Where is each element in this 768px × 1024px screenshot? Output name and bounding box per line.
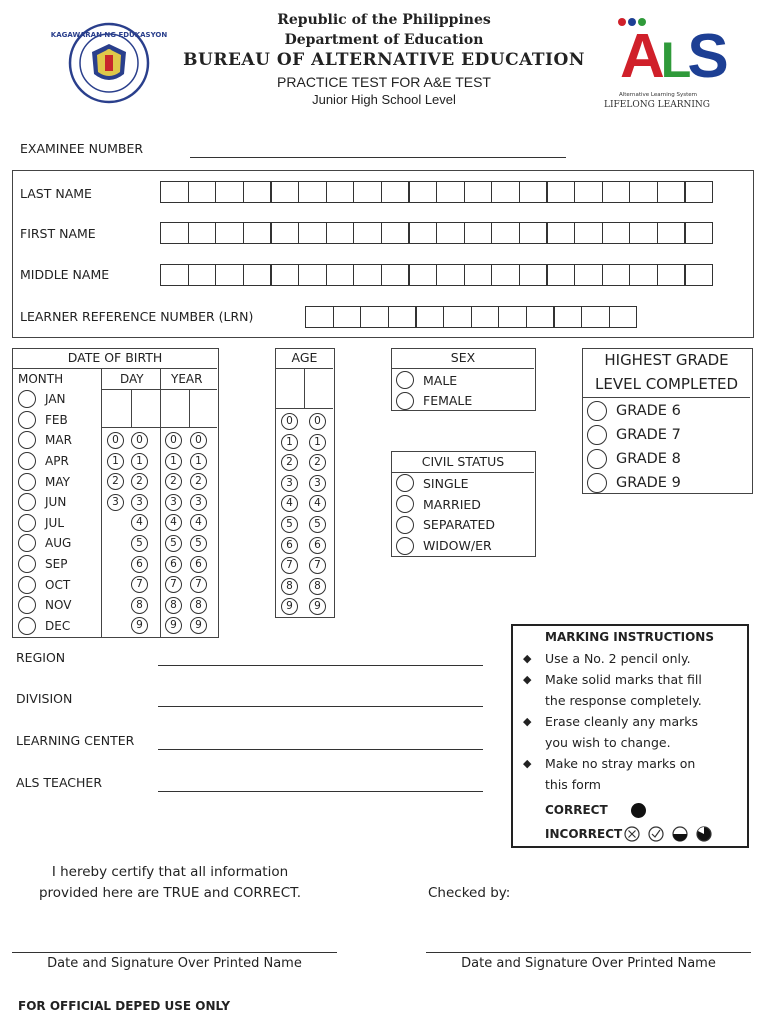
- option-bubble-icon[interactable]: [18, 390, 36, 408]
- bureau-heading: BUREAU OF ALTERNATIVE EDUCATION: [183, 50, 585, 70]
- digit-bubble[interactable]: 9: [190, 617, 207, 634]
- option-label: GRADE 7: [616, 427, 681, 443]
- age-title: AGE: [291, 350, 318, 365]
- digit-bubble[interactable]: 1: [190, 453, 207, 470]
- digit-bubble[interactable]: 1: [309, 434, 326, 451]
- digit-bubble[interactable]: 7: [309, 557, 326, 574]
- letter-box[interactable]: [326, 264, 355, 286]
- option-row[interactable]: [587, 447, 681, 471]
- digit-bubble[interactable]: 1: [165, 453, 182, 470]
- digit-bubble[interactable]: 4: [131, 514, 148, 531]
- option-label: WIDOW/ER: [423, 538, 492, 554]
- digit-bubble[interactable]: 6: [309, 537, 326, 554]
- lrn-label: LEARNER REFERENCE NUMBER (LRN): [20, 309, 254, 324]
- letter-box[interactable]: [298, 181, 327, 203]
- digit-bubble[interactable]: 7: [165, 576, 182, 593]
- letter-box[interactable]: [408, 181, 437, 203]
- digit-bubble[interactable]: 2: [131, 473, 148, 490]
- option-row[interactable]: [396, 473, 495, 494]
- month-label: MAR: [45, 433, 72, 448]
- region-label: REGION: [16, 650, 66, 665]
- digit-bubble[interactable]: 2: [309, 454, 326, 471]
- letter-box[interactable]: [546, 222, 575, 244]
- digit-bubble[interactable]: 4: [281, 495, 298, 512]
- letter-box[interactable]: [574, 181, 603, 203]
- letter-box[interactable]: [436, 264, 465, 286]
- letter-box[interactable]: [415, 306, 444, 328]
- digit-bubble[interactable]: 8: [165, 597, 182, 614]
- option-row[interactable]: [587, 423, 681, 447]
- bullet-icon: ◆: [523, 652, 532, 665]
- correct-label: CORRECT: [545, 803, 608, 817]
- option-label: GRADE 9: [616, 475, 681, 491]
- option-bubble-icon[interactable]: [18, 431, 36, 449]
- option-label: SEPARATED: [423, 517, 496, 533]
- marking-instructions-box: [511, 624, 749, 848]
- signature-caption-left: Date and Signature Over Printed Name: [47, 956, 302, 971]
- checked-by-label: Checked by:: [428, 885, 511, 901]
- dob-title: DATE OF BIRTH: [67, 350, 163, 365]
- bullet-icon: ◆: [523, 673, 532, 686]
- month-label: JUL: [45, 515, 65, 530]
- digit-bubble[interactable]: 3: [309, 475, 326, 492]
- letter-box[interactable]: [491, 222, 520, 244]
- examinee-number-label: EXAMINEE NUMBER: [20, 141, 144, 156]
- digit-bubble[interactable]: 0: [281, 413, 298, 430]
- als-logo: [598, 16, 725, 112]
- digit-bubble[interactable]: 6: [165, 556, 182, 573]
- als-teacher-line[interactable]: [158, 791, 483, 792]
- signature-line-right[interactable]: [426, 952, 751, 953]
- option-bubble-icon[interactable]: [18, 596, 36, 614]
- bullet-icon: ◆: [523, 715, 532, 728]
- learning-center-line[interactable]: [158, 749, 483, 750]
- option-label: GRADE 6: [616, 403, 681, 419]
- letter-box[interactable]: [602, 264, 631, 286]
- option-row[interactable]: [396, 515, 495, 536]
- letter-box[interactable]: [436, 222, 465, 244]
- letter-box[interactable]: [464, 181, 493, 203]
- region-line[interactable]: [158, 665, 483, 666]
- digit-bubble[interactable]: 6: [131, 556, 148, 573]
- instruction-text: this form: [545, 777, 601, 792]
- option-bubble-icon[interactable]: [587, 425, 607, 445]
- lrn-boxes[interactable]: [305, 306, 636, 328]
- sex-options: [396, 370, 472, 411]
- option-row[interactable]: [587, 471, 681, 495]
- month-option[interactable]: [18, 574, 72, 595]
- option-label: SINGLE: [423, 475, 469, 491]
- digit-bubble[interactable]: 8: [131, 597, 148, 614]
- month-label: AUG: [45, 536, 72, 551]
- letter-box[interactable]: [298, 264, 327, 286]
- letter-box[interactable]: [353, 264, 382, 286]
- digit-bubble[interactable]: 9: [309, 598, 326, 615]
- digit-bubble[interactable]: 2: [281, 454, 298, 471]
- letter-box[interactable]: [602, 181, 631, 203]
- sex-table: [391, 348, 536, 411]
- official-use-footer: FOR OFFICIAL DEPED USE ONLY: [18, 999, 231, 1013]
- digit-bubble[interactable]: 9: [165, 617, 182, 634]
- day-header: DAY: [120, 372, 144, 386]
- letter-box[interactable]: [243, 181, 272, 203]
- letter-box[interactable]: [381, 181, 410, 203]
- test-title: PRACTICE TEST FOR A&E TEST: [277, 74, 491, 90]
- age-table: [275, 348, 335, 618]
- digit-bubble[interactable]: 0: [165, 432, 182, 449]
- digit-bubble[interactable]: 6: [281, 537, 298, 554]
- option-row[interactable]: [396, 391, 472, 412]
- digit-bubble[interactable]: 6: [190, 556, 207, 573]
- letter-box[interactable]: [519, 181, 548, 203]
- letter-box[interactable]: [491, 264, 520, 286]
- als-logo-subtitle: Alternative Learning System: [618, 92, 698, 98]
- month-label: JAN: [45, 392, 66, 407]
- letter-box[interactable]: [160, 181, 189, 203]
- option-bubble-icon[interactable]: [18, 514, 36, 532]
- month-option[interactable]: [18, 471, 72, 492]
- month-option[interactable]: [18, 410, 72, 431]
- letter-box[interactable]: [629, 222, 658, 244]
- digit-bubble[interactable]: 5: [281, 516, 298, 533]
- instruction-text: Use a No. 2 pencil only.: [545, 651, 691, 666]
- option-bubble-icon[interactable]: [18, 534, 36, 552]
- grade-options: [587, 399, 681, 495]
- option-bubble-icon[interactable]: [587, 401, 607, 421]
- digit-bubble[interactable]: 0: [131, 432, 148, 449]
- digit-bubble[interactable]: 1: [131, 453, 148, 470]
- letter-box[interactable]: [160, 222, 189, 244]
- division-line[interactable]: [158, 706, 483, 707]
- check-mark-icon: [649, 827, 663, 841]
- letter-box[interactable]: [388, 306, 417, 328]
- letter-box[interactable]: [546, 264, 575, 286]
- option-label: MALE: [423, 372, 458, 388]
- letter-box[interactable]: [657, 181, 686, 203]
- digit-bubble[interactable]: 5: [131, 535, 148, 552]
- digit-bubble[interactable]: 4: [190, 514, 207, 531]
- letter-box[interactable]: [326, 222, 355, 244]
- letter-box[interactable]: [188, 181, 217, 203]
- als-teacher-label: ALS TEACHER: [16, 775, 102, 790]
- option-bubble-icon[interactable]: [18, 555, 36, 573]
- letter-box[interactable]: [581, 306, 610, 328]
- middle-name-label: MIDDLE NAME: [20, 267, 110, 282]
- option-bubble-icon[interactable]: [396, 392, 414, 410]
- month-label: DEC: [45, 618, 71, 633]
- x-mark-icon: [625, 827, 639, 841]
- letter-box[interactable]: [629, 264, 658, 286]
- instruction-text: you wish to change.: [545, 735, 671, 750]
- option-bubble-icon[interactable]: [396, 371, 414, 389]
- instruction-item: [523, 711, 739, 753]
- letter-box[interactable]: [629, 181, 658, 203]
- letter-box[interactable]: [609, 306, 638, 328]
- incorrect-marks-icons: [622, 825, 742, 843]
- letter-box[interactable]: [360, 306, 389, 328]
- last-name-label: LAST NAME: [20, 186, 92, 201]
- option-bubble-icon[interactable]: [587, 473, 607, 493]
- letter-box[interactable]: [305, 306, 334, 328]
- letter-box[interactable]: [519, 222, 548, 244]
- letter-box[interactable]: [464, 222, 493, 244]
- letter-box[interactable]: [436, 181, 465, 203]
- letter-box[interactable]: [657, 222, 686, 244]
- digit-bubble[interactable]: 9: [281, 598, 298, 615]
- month-label: FEB: [45, 412, 68, 427]
- digit-bubble[interactable]: 5: [190, 535, 207, 552]
- department-heading: Department of Education: [284, 32, 484, 48]
- month-option[interactable]: [18, 389, 72, 410]
- als-logo-letters: ALS: [620, 22, 725, 91]
- month-option[interactable]: [18, 554, 72, 575]
- digit-bubble[interactable]: 8: [309, 578, 326, 595]
- date-of-birth-table: [12, 348, 219, 638]
- digit-bubble[interactable]: 2: [107, 473, 124, 490]
- digit-bubble[interactable]: 5: [309, 516, 326, 533]
- republic-heading: Republic of the Philippines: [277, 12, 491, 28]
- instruction-item: [523, 753, 739, 795]
- digit-bubble[interactable]: 7: [281, 557, 298, 574]
- digit-bubble[interactable]: 1: [107, 453, 124, 470]
- instructions-title: MARKING INSTRUCTIONS: [545, 630, 714, 644]
- option-bubble-icon[interactable]: [18, 617, 36, 635]
- sex-title: SEX: [450, 350, 476, 365]
- option-bubble-icon[interactable]: [396, 495, 414, 513]
- option-bubble-icon[interactable]: [396, 537, 414, 555]
- letter-box[interactable]: [381, 264, 410, 286]
- letter-box[interactable]: [188, 264, 217, 286]
- letter-box[interactable]: [684, 181, 713, 203]
- month-option[interactable]: [18, 513, 72, 534]
- correct-mark-icon: [631, 803, 646, 818]
- letter-box[interactable]: [243, 264, 272, 286]
- letter-box[interactable]: [270, 264, 299, 286]
- grade-level-table: [582, 348, 753, 494]
- level-subtitle: Junior High School Level: [312, 92, 456, 107]
- letter-box[interactable]: [333, 306, 362, 328]
- letter-box[interactable]: [491, 181, 520, 203]
- month-option[interactable]: [18, 451, 72, 472]
- digit-bubble[interactable]: 1: [281, 434, 298, 451]
- option-row[interactable]: [396, 494, 495, 515]
- incorrect-label: INCORRECT: [545, 827, 623, 841]
- signature-line-left[interactable]: [12, 952, 337, 953]
- letter-box[interactable]: [464, 264, 493, 286]
- letter-box[interactable]: [298, 222, 327, 244]
- als-logo-tagline: LIFELONG LEARNING: [604, 100, 710, 110]
- digit-bubble[interactable]: 4: [309, 495, 326, 512]
- digit-bubble[interactable]: 3: [281, 475, 298, 492]
- letter-box[interactable]: [471, 306, 500, 328]
- instruction-item: [523, 648, 739, 669]
- letter-box[interactable]: [574, 264, 603, 286]
- civil-status-options: [396, 473, 495, 556]
- option-bubble-icon[interactable]: [18, 411, 36, 429]
- letter-box[interactable]: [546, 181, 575, 203]
- instruction-text: Make no stray marks on: [545, 756, 696, 771]
- letter-box[interactable]: [243, 222, 272, 244]
- month-option[interactable]: [18, 616, 72, 637]
- digit-bubble[interactable]: 0: [190, 432, 207, 449]
- grade-title-line1: HIGHEST GRADE: [604, 351, 729, 369]
- letter-box[interactable]: [684, 264, 713, 286]
- digit-bubble[interactable]: 4: [165, 514, 182, 531]
- digit-bubble[interactable]: 2: [165, 473, 182, 490]
- digit-bubble[interactable]: 9: [131, 617, 148, 634]
- first-name-label: FIRST NAME: [20, 226, 96, 241]
- letter-box[interactable]: [498, 306, 527, 328]
- letter-box[interactable]: [270, 181, 299, 203]
- option-bubble-icon[interactable]: [18, 473, 36, 491]
- instruction-text: Make solid marks that fill: [545, 672, 702, 687]
- digit-bubble[interactable]: 5: [165, 535, 182, 552]
- civil-status-table: [391, 451, 536, 557]
- month-label: SEP: [45, 557, 68, 572]
- letter-box[interactable]: [381, 222, 410, 244]
- middle-name-boxes[interactable]: [160, 264, 712, 286]
- month-header: MONTH: [18, 372, 64, 386]
- examinee-number-line[interactable]: [190, 157, 566, 158]
- letter-box[interactable]: [519, 264, 548, 286]
- digit-bubble[interactable]: 3: [165, 494, 182, 511]
- letter-box[interactable]: [408, 264, 437, 286]
- letter-box[interactable]: [408, 222, 437, 244]
- letter-box[interactable]: [215, 181, 244, 203]
- division-label: DIVISION: [16, 691, 73, 706]
- digit-bubble[interactable]: 8: [281, 578, 298, 595]
- option-row[interactable]: [396, 370, 472, 391]
- half-fill-icon: [673, 827, 687, 841]
- letter-box[interactable]: [574, 222, 603, 244]
- month-option[interactable]: [18, 533, 72, 554]
- month-options: [18, 389, 72, 636]
- digit-bubble[interactable]: 3: [107, 494, 124, 511]
- digit-bubble[interactable]: 7: [131, 576, 148, 593]
- month-label: JUN: [45, 495, 67, 510]
- option-bubble-icon[interactable]: [396, 474, 414, 492]
- option-row[interactable]: [587, 399, 681, 423]
- month-label: MAY: [45, 474, 70, 489]
- month-label: OCT: [45, 577, 71, 592]
- digit-bubble[interactable]: 2: [190, 473, 207, 490]
- month-label: NOV: [45, 598, 72, 613]
- instruction-text: the response completely.: [545, 693, 702, 708]
- month-option[interactable]: [18, 595, 72, 616]
- last-name-boxes[interactable]: [160, 181, 712, 203]
- year-header: YEAR: [171, 372, 203, 386]
- option-bubble-icon[interactable]: [18, 452, 36, 470]
- option-label: FEMALE: [423, 393, 473, 409]
- seal-text: KAGAWARAN NG EDUKASYON: [50, 31, 168, 39]
- letter-box[interactable]: [602, 222, 631, 244]
- digit-bubble[interactable]: 0: [309, 413, 326, 430]
- digit-bubble[interactable]: 3: [190, 494, 207, 511]
- option-bubble-icon[interactable]: [587, 449, 607, 469]
- civil-status-title: CIVIL STATUS: [421, 454, 505, 469]
- letter-box[interactable]: [215, 222, 244, 244]
- letter-box[interactable]: [443, 306, 472, 328]
- month-option[interactable]: [18, 492, 72, 513]
- first-name-boxes[interactable]: [160, 222, 712, 244]
- letter-box[interactable]: [353, 181, 382, 203]
- partial-fill-icon: [697, 827, 711, 841]
- letter-box[interactable]: [526, 306, 555, 328]
- letter-box[interactable]: [353, 222, 382, 244]
- option-label: MARRIED: [423, 496, 481, 512]
- digit-bubble[interactable]: 8: [190, 597, 207, 614]
- letter-box[interactable]: [188, 222, 217, 244]
- digit-bubble[interactable]: 0: [107, 432, 124, 449]
- learning-center-label: LEARNING CENTER: [16, 733, 135, 748]
- instructions-list: [523, 648, 739, 795]
- letter-box[interactable]: [553, 306, 582, 328]
- certify-line2: provided here are TRUE and CORRECT.: [38, 885, 302, 901]
- letter-box[interactable]: [326, 181, 355, 203]
- month-option[interactable]: [18, 430, 72, 451]
- letter-box[interactable]: [270, 222, 299, 244]
- letter-box[interactable]: [657, 264, 686, 286]
- grade-title-line2: LEVEL COMPLETED: [595, 375, 738, 393]
- option-bubble-icon[interactable]: [396, 516, 414, 534]
- option-row[interactable]: [396, 535, 495, 556]
- digit-bubble[interactable]: 3: [131, 494, 148, 511]
- option-label: GRADE 8: [616, 451, 681, 467]
- instruction-text: Erase cleanly any marks: [545, 714, 699, 729]
- certify-line1: I hereby certify that all information: [51, 864, 289, 880]
- letter-box[interactable]: [160, 264, 189, 286]
- option-bubble-icon[interactable]: [18, 493, 36, 511]
- signature-caption-right: Date and Signature Over Printed Name: [461, 956, 716, 971]
- letter-box[interactable]: [215, 264, 244, 286]
- bullet-icon: ◆: [523, 757, 532, 770]
- month-label: APR: [45, 454, 69, 469]
- instruction-item: [523, 669, 739, 711]
- option-bubble-icon[interactable]: [18, 576, 36, 594]
- letter-box[interactable]: [684, 222, 713, 244]
- digit-bubble[interactable]: 7: [190, 576, 207, 593]
